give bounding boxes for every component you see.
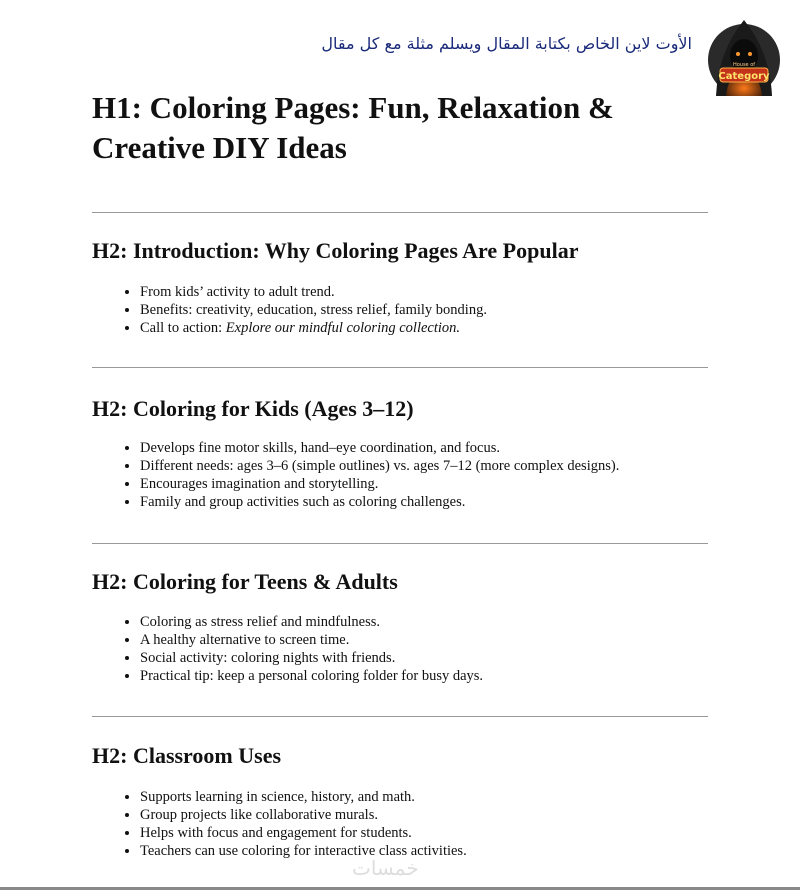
section-heading-teens-adults: H2: Coloring for Teens & Adults [92, 569, 398, 594]
page-title: H1: Coloring Pages: Fun, Relaxation & Creative DIY Ideas [92, 90, 614, 165]
list-item: • Helps with focus and engagement for students. [140, 824, 467, 842]
divider [92, 367, 708, 368]
section-heading-kids: H2: Coloring for Kids (Ages 3–12) [92, 396, 414, 421]
watermark: خمسات [352, 856, 419, 880]
list-item: • Family and group activities such as coloring challenges. [140, 493, 619, 511]
list-item: • A healthy alternative to screen time. [140, 631, 483, 649]
section-heading-introduction: H2: Introduction: Why Coloring Pages Are Popular [92, 238, 579, 263]
cta-italic: Explore our mindful coloring collection. [225, 320, 461, 336]
list-item: • Teachers can use coloring for interactive class activities. [140, 842, 467, 860]
introduction-list [112, 283, 487, 337]
arabic-banner: الأوت لاين الخاص بكتابة المقال ويسلم مثلة مع كل مقال [321, 34, 692, 53]
divider [92, 212, 708, 213]
list-item: • Benefits: creativity, education, stress relief, family bonding. [140, 301, 487, 319]
list-item: • Group projects like collaborative murals. [140, 806, 467, 824]
list-item: • Supports learning in science, history, and math. [140, 788, 467, 806]
list-item: • Practical tip: keep a personal coloring folder for busy days. [140, 667, 483, 685]
divider [92, 543, 708, 544]
hooded-figure-logo [706, 12, 782, 100]
list-item: • Different needs: ages 3–6 (simple outlines) vs. ages 7–12 (more complex designs). [140, 457, 619, 475]
list-item [140, 319, 487, 337]
svg-text:House of: House of [732, 62, 756, 68]
divider [92, 716, 708, 717]
classroom-list [112, 788, 467, 860]
teens-adults-list [112, 613, 483, 685]
list-item: • Social activity: coloring nights with friends. [140, 649, 483, 667]
list-item: • Encourages imagination and storytelling. [140, 475, 619, 493]
list-item: • From kids’ activity to adult trend. [140, 283, 487, 301]
list-item: • Develops fine motor skills, hand–eye coordination, and focus. [140, 439, 619, 457]
section-heading-classroom: H2: Classroom Uses [92, 743, 282, 768]
kids-list [112, 439, 619, 511]
cta-prefix: Call to action: [140, 320, 226, 336]
list-item: • Coloring as stress relief and mindfulness. [140, 613, 483, 631]
svg-text:Category: Category [718, 71, 770, 82]
